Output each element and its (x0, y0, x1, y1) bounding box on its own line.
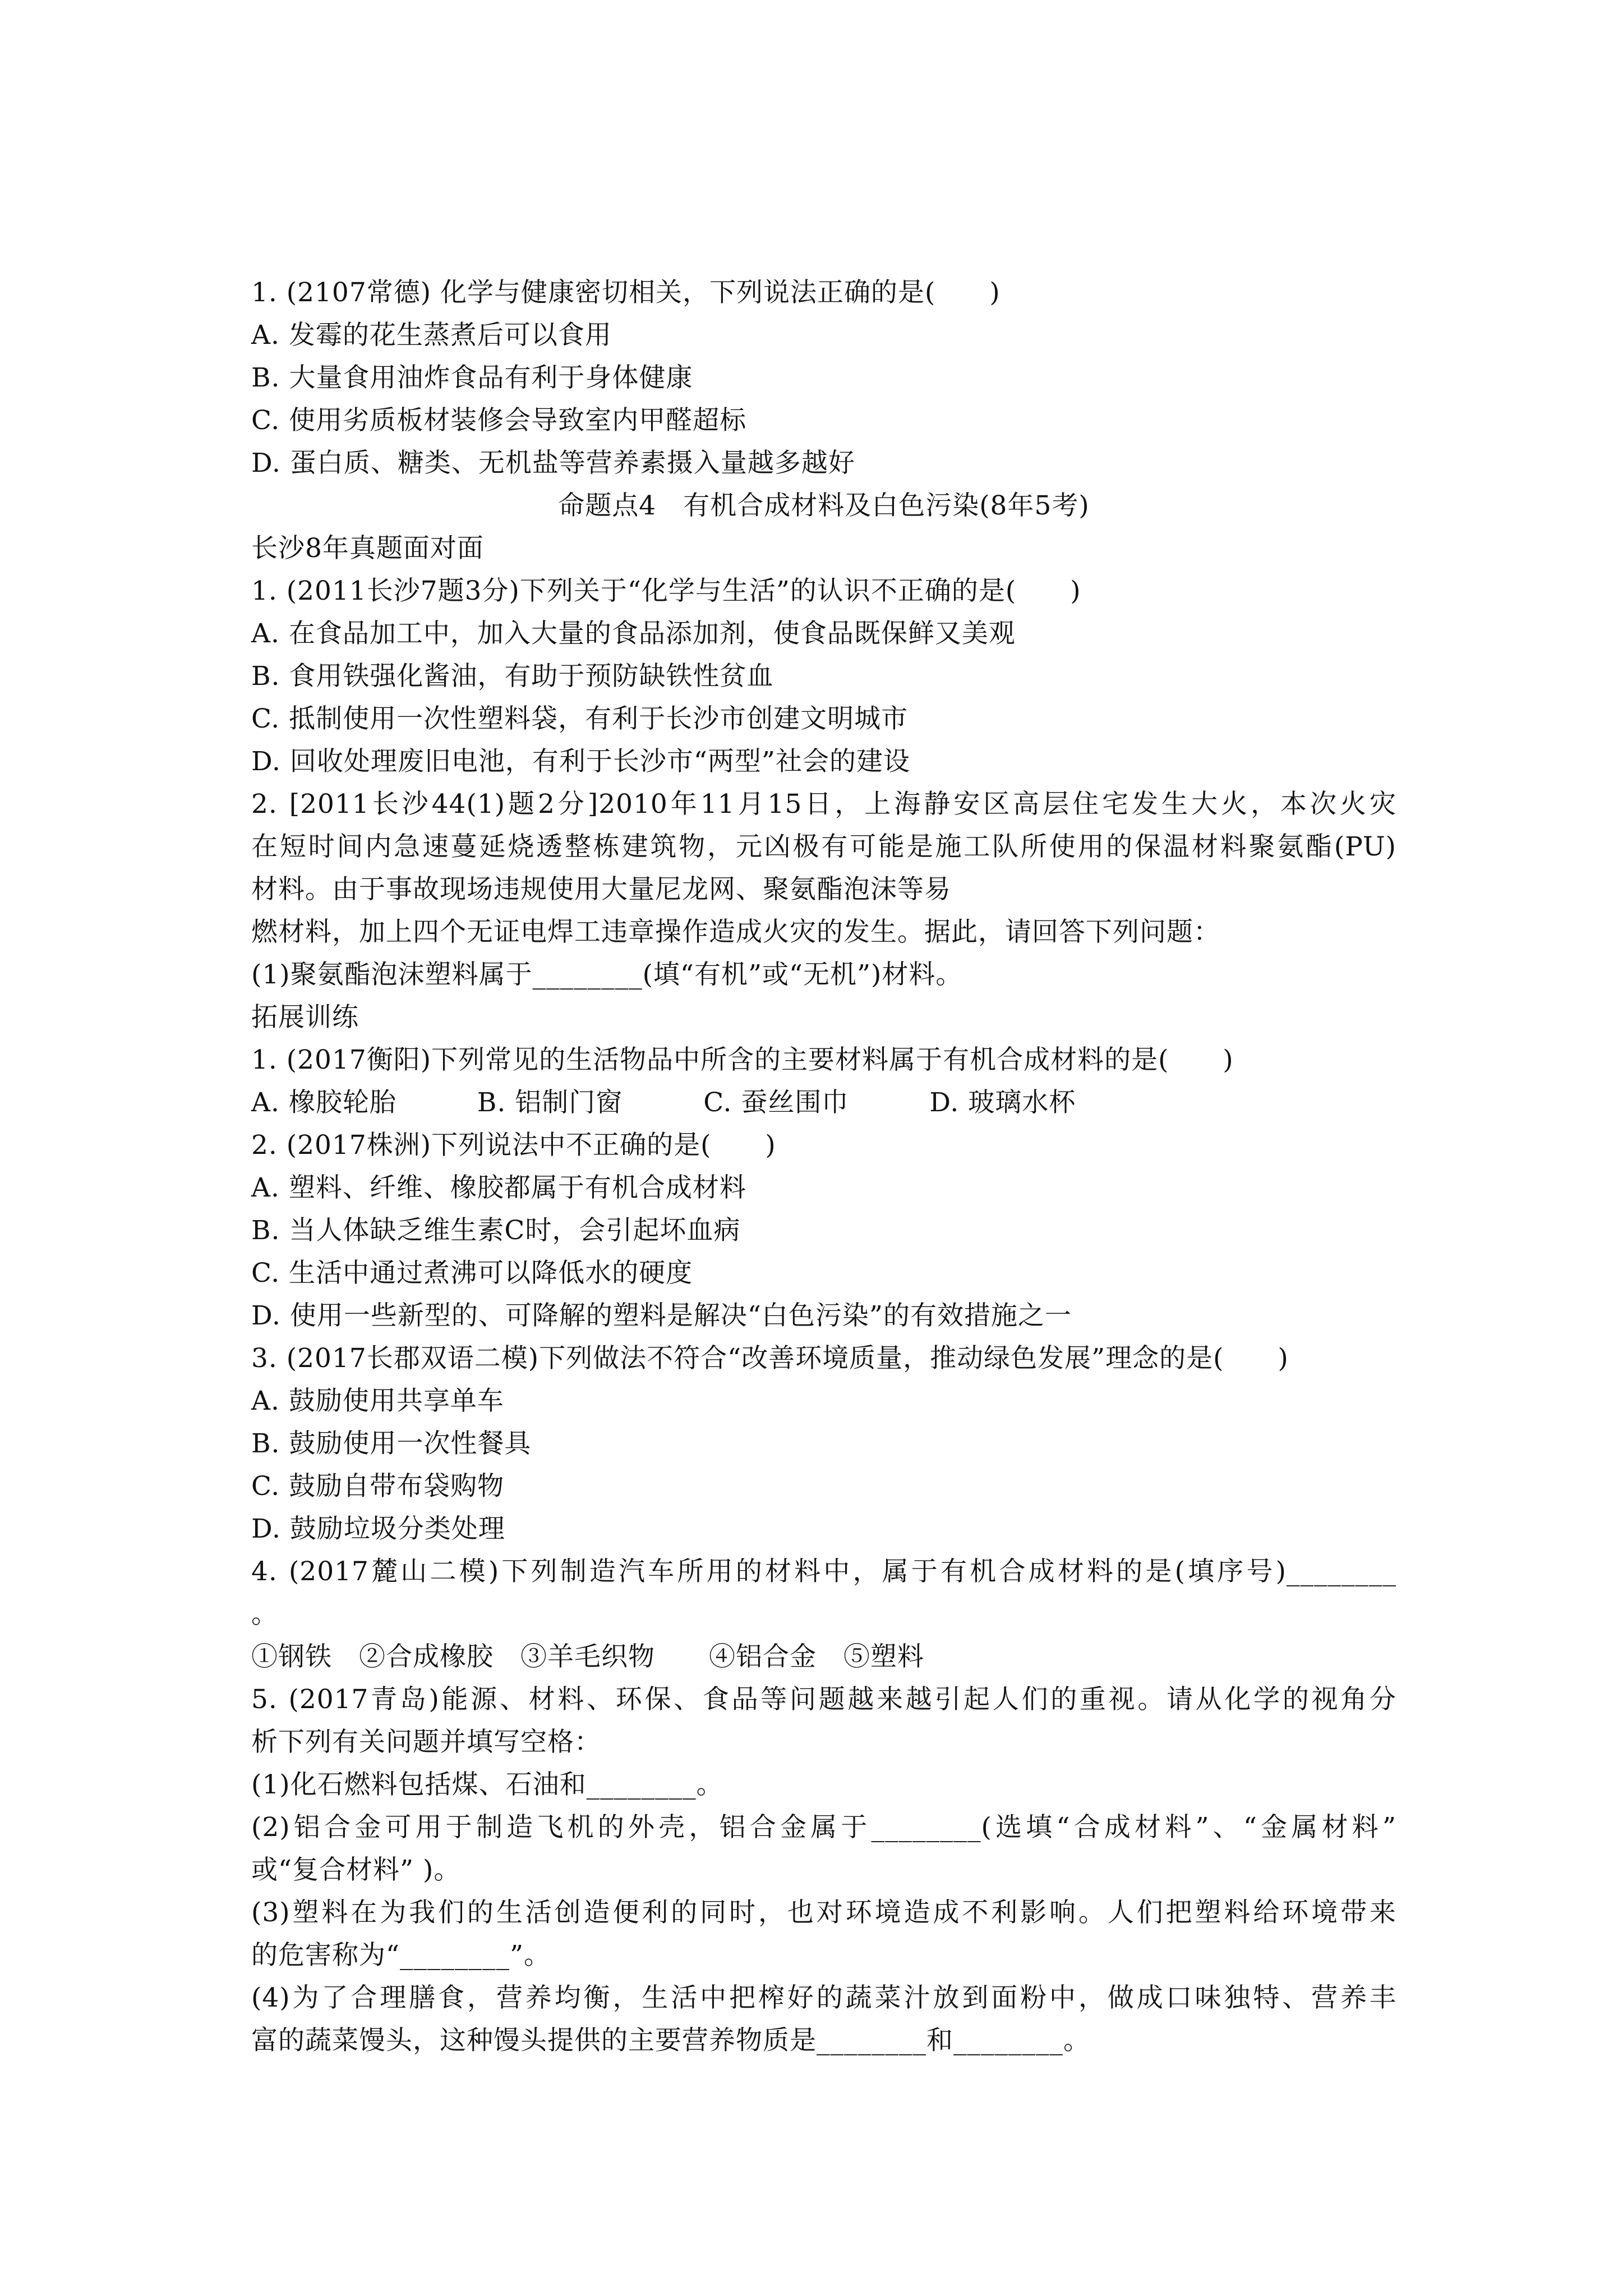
option-c: C. 抵制使用一次性塑料袋，有利于长沙市创建文明城市 (251, 703, 909, 734)
option-a: A. 鼓励使用共享单车 (251, 1386, 504, 1416)
option-a: A. 塑料、纤维、橡胶都属于有机合成材料 (251, 1172, 746, 1203)
subsection-heading: 拓展训练 (251, 1002, 359, 1033)
sub-question-continued: 的危害称为“________”。 (251, 1940, 551, 1971)
option-b: B. 当人体缺乏维生素C时，会引起坏血病 (251, 1215, 741, 1246)
option-d: D. 回收处理废旧电池，有利于长沙市“两型”社会的建设 (251, 746, 910, 777)
question-stem-continued: 析下列有关问题并填写空格： (251, 1727, 601, 1757)
sub-question-continued: 富的蔬菜馒头，这种馒头提供的主要营养物质是________和________。 (251, 2025, 1090, 2056)
option-c: C. 鼓励自带布袋购物 (251, 1471, 505, 1502)
option-b: B. 食用铁强化酱油，有助于预防缺铁性贫血 (251, 661, 774, 692)
option-d: D. 使用一些新型的、可降解的塑料是解决“白色污染”的有效措施之一 (251, 1300, 1072, 1331)
option-a: A. 发霉的花生蒸煮后可以食用 (251, 320, 612, 351)
option-b: B. 鼓励使用一次性餐具 (251, 1428, 532, 1459)
question-stem: 5. (2017青岛)能源、材料、环保、食品等问题越来越引起人们的重视。请从化学的视角分 (251, 1684, 1396, 1715)
question-stem: 1. (2017衡阳)下列常见的生活物品中所含的主要材料属于有机合成材料的是( ) (251, 1045, 1234, 1075)
sub-question: (1)聚氨酯泡沫塑料属于________(填“有机”或“无机”)材料。 (251, 959, 963, 990)
question-stem: 2. (2017株洲)下列说法中不正确的是( ) (251, 1130, 776, 1161)
sub-question: (3)塑料在为我们的生活创造便利的同时，也对环境造成不利影响。人们把塑料给环境带来 (251, 1897, 1396, 1928)
sub-question: (1)化石燃料包括煤、石油和________。 (251, 1769, 723, 1800)
question-stem-continued: 。 (251, 1599, 278, 1630)
question-stem: 1. (2011长沙7题3分)下列关于“化学与生活”的认识不正确的是( ) (251, 576, 1081, 606)
option-b: B. 大量食用油炸食品有利于身体健康 (251, 362, 693, 393)
sub-question: (4)为了合理膳食，营养均衡，生活中把榨好的蔬菜汁放到面粉中，做成口味独特、营养丰 (251, 1982, 1396, 2013)
option-d: D. 蛋白质、糖类、无机盐等营养素摄入量越多越好 (251, 448, 855, 478)
question-stem-continued: 材料。由于事故现场违规使用大量尼龙网、聚氨酯泡沫等易 (251, 874, 951, 905)
option-a: A. 在食品加工中，加入大量的食品添加剂，使食品既保鲜又美观 (251, 618, 1016, 649)
subsection-heading: 长沙8年真题面对面 (251, 533, 484, 564)
question-stem: 3. (2017长郡双语二模)下列做法不符合“改善环境质量，推动绿色发展”理念的是( ) (251, 1343, 1289, 1374)
options-row: A. 橡胶轮胎 B. 铝制门窗 C. 蚕丝围巾 D. 玻璃水杯 (251, 1087, 1076, 1118)
question-1-stem: 1. (2107常德) 化学与健康密切相关，下列说法正确的是( ) (251, 277, 1000, 308)
question-stem-continued: 在短时间内急速蔓延烧透整栋建筑物，元凶极有可能是施工队所使用的保温材料聚氨酯(PU) (251, 831, 1396, 862)
choices-list: ①钢铁 ②合成橡胶 ③羊毛织物 ④铝合金 ⑤塑料 (251, 1641, 924, 1672)
option-d: D. 鼓励垃圾分类处理 (251, 1513, 505, 1544)
sub-question: (2)铝合金可用于制造飞机的外壳，铝合金属于________(选填“合成材料”、“金属材料” (251, 1812, 1396, 1843)
question-stem: 4. (2017麓山二模)下列制造汽车所用的材料中，属于有机合成材料的是(填序号)________ (251, 1556, 1396, 1587)
section-heading: 命题点4 有机合成材料及白色污染(8年5考) (558, 490, 1090, 521)
question-stem: 2. [2011长沙44(1)题2分]2010年11月15日，上海静安区高层住宅发生大火，本次火灾 (251, 789, 1396, 820)
question-stem-continued: 燃材料，加上四个无证电焊工违章操作造成火灾的发生。据此，请回答下列问题： (251, 917, 1220, 947)
sub-question-continued: 或“复合材料” )。 (251, 1855, 461, 1885)
option-c: C. 使用劣质板材装修会导致室内甲醛超标 (251, 405, 747, 436)
option-c: C. 生活中通过煮沸可以降低水的硬度 (251, 1258, 693, 1289)
